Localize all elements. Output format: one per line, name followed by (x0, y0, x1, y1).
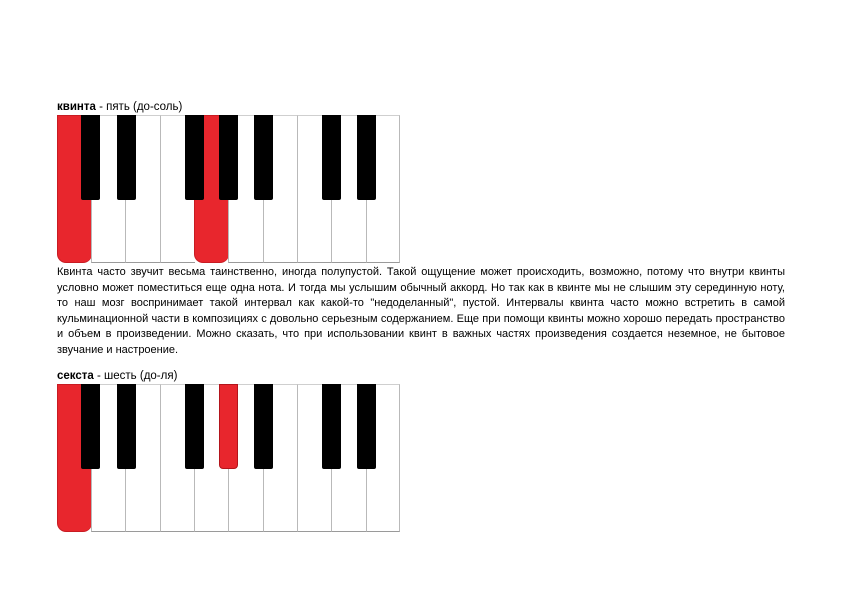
sixth-heading (57, 369, 177, 383)
black-key-c-sharp-2 (322, 384, 341, 469)
black-key-a-sharp (254, 115, 273, 200)
fifth-heading-rest: - пять (до-соль) (95, 101, 183, 113)
sixth-heading-rest: - шесть (до-ля) (93, 370, 178, 382)
black-key-g-sharp-highlighted (219, 384, 238, 469)
sixth-piano-keyboard (57, 384, 400, 534)
black-key-d-sharp-2 (357, 115, 376, 200)
black-key-c-sharp-2 (322, 115, 341, 200)
black-key-a-sharp (254, 384, 273, 469)
fifth-heading (57, 100, 182, 114)
black-key-d-sharp (117, 384, 136, 469)
fifth-piano-keyboard (57, 115, 400, 265)
black-key-f-sharp (185, 384, 204, 469)
fifth-description: Квинта часто звучит весьма таинственно, иногда полупустой. Такой ощущение может происходить, возможно, потому что внутри квинты условно может поместиться еще одна нота. И тогда мы услышим обычный аккорд. Но так как в квинте мы не слышим эту серединную ноту, то наш мозг воспринимает такой интервал как какой-то "недоделанный", пустой. Интервалы квинта часто можно встретить в самой кульминационной части в композициях с довольно серьезным содержанием. Еще при помощи квинты можно хорошо передать пространство и объем в произведении. Можно сказать, что при использовании квинт в важных частях произведения создается неземное, не бытовое звучание и настроение. (57, 266, 785, 356)
black-key-c-sharp (81, 115, 100, 200)
black-key-d-sharp (117, 115, 136, 200)
black-key-d-sharp-2 (357, 384, 376, 469)
black-key-c-sharp (81, 384, 100, 469)
sixth-term: секста (57, 370, 94, 382)
fifth-term: квинта (57, 101, 96, 113)
black-key-g-sharp (219, 115, 238, 200)
black-key-f-sharp (185, 115, 204, 200)
